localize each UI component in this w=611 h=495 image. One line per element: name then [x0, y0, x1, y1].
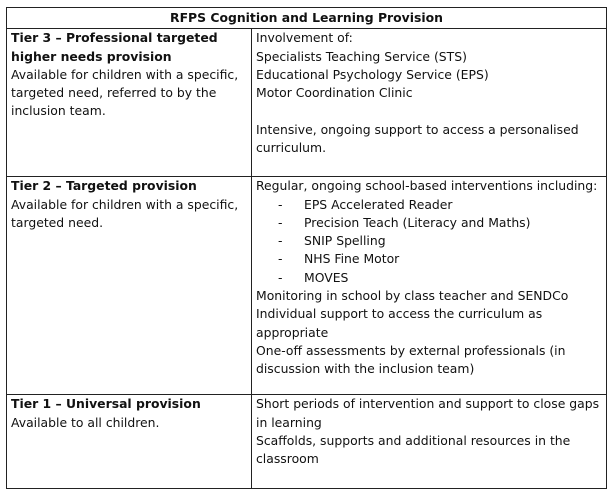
tier-1-description: Available to all children.: [11, 414, 160, 430]
tier-1-provision-cell: [252, 395, 607, 489]
service-item: Specialists Teaching Service (STS): [256, 48, 467, 64]
tier-2-cell: [7, 177, 252, 395]
provision-table: [6, 7, 607, 489]
provision-line: Short periods of intervention and support to close gaps in learning: [256, 396, 600, 430]
tier-2-row: [7, 177, 607, 395]
intervention-item: - EPS Accelerated Reader: [256, 196, 602, 214]
intervention-item: - Precision Teach (Literacy and Maths): [256, 214, 602, 232]
tier-1-cell: [7, 395, 252, 489]
tier-2-intro: Regular, ongoing school-based interventions including:: [256, 178, 598, 194]
table-header-row: [7, 8, 607, 29]
tier-3-cell: [7, 29, 252, 177]
provision-line: Scaffolds, supports and additional resources in the classroom: [256, 432, 571, 467]
service-item: Educational Psychology Service (EPS): [256, 66, 489, 82]
tier-2-provision-cell: [252, 177, 607, 395]
intervention-item: - SNIP Spelling: [256, 232, 602, 250]
tier-1-row: [7, 395, 607, 489]
table-title: RFPS Cognition and Learning Provision: [7, 8, 607, 29]
tier-3-row: [7, 29, 607, 177]
intervention-item: - MOVES: [256, 269, 602, 287]
provision-line: Individual support to access the curriculum as appropriate: [256, 306, 543, 340]
tier-3-intro: Involvement of:: [256, 30, 353, 46]
provision-line: Monitoring in school by class teacher and SENDCo: [256, 288, 569, 304]
tier-1-name: Tier 1 – Universal provision: [11, 396, 201, 412]
intervention-list: [256, 196, 602, 287]
spacer: [256, 102, 602, 120]
tier-3-note: Intensive, ongoing support to access a personalised curriculum.: [256, 121, 579, 156]
tier-2-name: Tier 2 – Targeted provision: [11, 178, 197, 194]
tier-3-name: Tier 3 – Professional targeted higher needs provision: [11, 30, 218, 64]
provision-line: One-off assessments by external professionals (in discussion with the inclusion team): [256, 342, 566, 377]
service-item: Motor Coordination Clinic: [256, 85, 413, 101]
tier-2-description: Available for children with a specific, targeted need.: [11, 196, 239, 230]
intervention-item: - NHS Fine Motor: [256, 250, 602, 268]
tier-3-provision-cell: [252, 29, 607, 177]
tier-3-description: Available for children with a specific, targeted need, referred to by the inclusion team.: [11, 66, 239, 119]
